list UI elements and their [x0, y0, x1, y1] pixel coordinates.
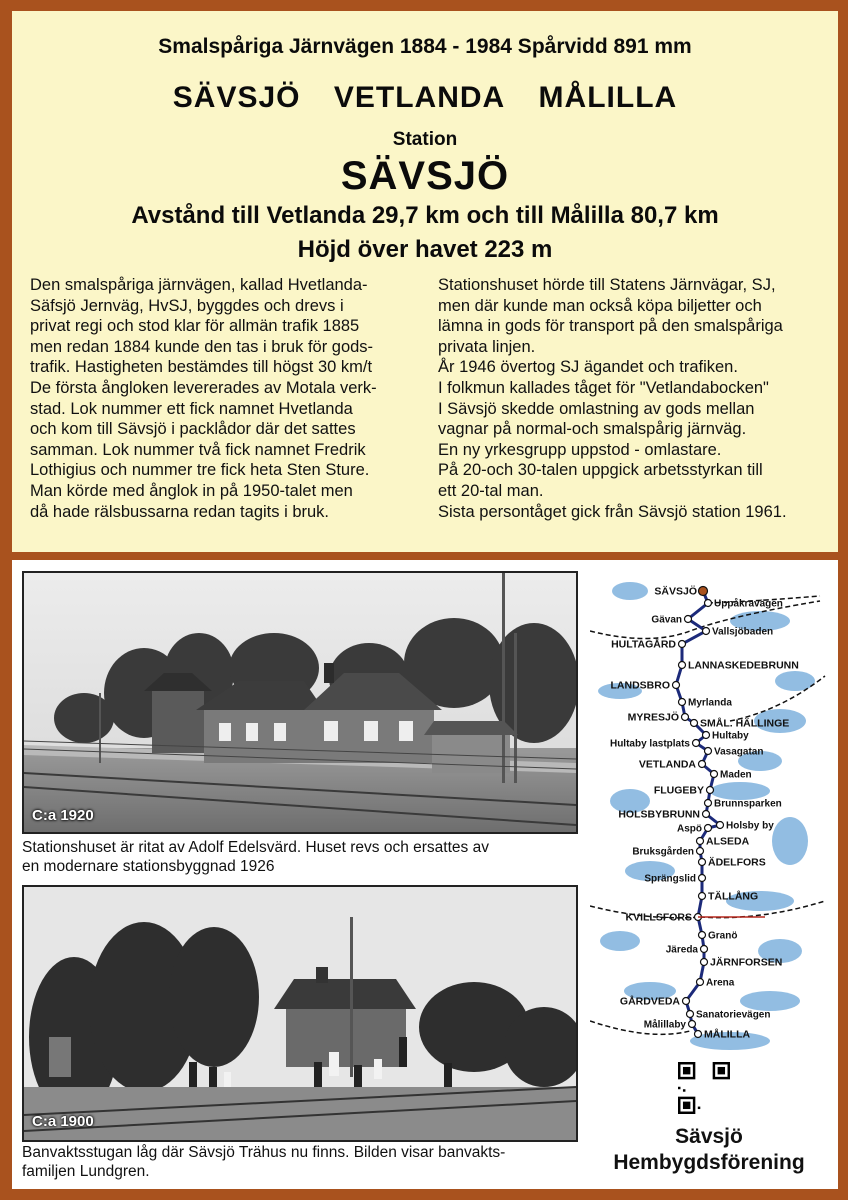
text-line: Den smalspåriga järnvägen, kallad Hvetlanda-: [30, 276, 368, 294]
station-marker: [695, 1031, 702, 1038]
station-label: Hultaby: [712, 730, 749, 742]
station-marker: [682, 714, 689, 721]
station-marker: [705, 825, 712, 832]
station-label: Järeda: [665, 944, 698, 956]
station-marker: [691, 720, 698, 727]
station-marker: [687, 1011, 694, 1018]
station-name: SÄVSJÖ: [340, 154, 510, 198]
station-label: Vallsjöbaden: [712, 626, 774, 638]
station-marker: [685, 616, 692, 623]
text-line: stad. Lok nummer ett fick namnet Hvetlanda: [30, 399, 353, 418]
lake-shape: [612, 582, 648, 600]
station-label: Bruksgården: [632, 846, 694, 858]
station-label: HOLSBYBRUNN: [618, 808, 700, 821]
text-line: En ny yrkesgrupp uppstod - omlastare.: [438, 440, 722, 459]
station-marker: [699, 859, 706, 866]
organization-name: [596, 1124, 822, 1176]
org-line-2: Hembygdsförening: [613, 1151, 805, 1174]
route-heading: [12, 81, 838, 115]
info-panel: [12, 11, 838, 552]
station-label: VETLANDA: [638, 758, 696, 771]
text-line: Lothigius och nummer tre fick heta Sten Sture.: [30, 461, 370, 480]
station-label: Sanatorievägen: [696, 1009, 771, 1021]
station-marker: [703, 732, 710, 739]
station-label: Gävan: [651, 614, 682, 626]
text-line: I folkmun kallades tåget för "Vetlandabocken": [438, 378, 769, 397]
station-label: LANDSBRO: [610, 679, 670, 692]
station-label: SMÅL. HÄLLINGE: [700, 717, 790, 730]
station-marker: [703, 628, 710, 635]
lake-shape: [775, 671, 815, 691]
station-marker: [697, 838, 704, 845]
lineman-cottage-photo: [22, 885, 578, 1142]
text-line: I Sävsjö skedde omlastning av gods mellan: [438, 399, 755, 418]
station-marker: [705, 748, 712, 755]
station-marker: [701, 946, 708, 953]
station-marker: [699, 875, 706, 882]
lake-shape: [710, 782, 770, 800]
text-line: samman. Lok nummer två fick namnet Fredrik: [30, 440, 366, 459]
text-line: vagnar på normal-och smalspårig järnväg.: [438, 420, 747, 439]
station-marker: [699, 893, 706, 900]
lake-shape: [772, 817, 808, 865]
text-line: men där kunde man också köpa biljetter och: [438, 296, 762, 315]
text-line: och kom till Sävsjö i packlådor där det sattes: [30, 420, 356, 439]
station-label: JÄRNFORSEN: [710, 956, 783, 969]
caption-line: en modernare stationsbyggnad 1926: [22, 858, 275, 875]
station-label: FLUGEBY: [653, 784, 704, 797]
text-line: privata linjen.: [438, 337, 536, 356]
org-line-1: Sävsjö: [675, 1125, 743, 1148]
station-marker: [679, 699, 686, 706]
photo2-caption: [22, 1143, 582, 1181]
station-label: Granö: [708, 930, 738, 942]
photo2-year-label: C:a 1900: [32, 1113, 94, 1130]
station-marker: [679, 641, 686, 648]
caption-line: familjen Lundgren.: [22, 1163, 150, 1180]
text-line: ett 20-tal man.: [438, 481, 544, 500]
station-marker: [689, 1021, 696, 1028]
station-marker: [699, 587, 708, 596]
text-line: År 1946 övertog SJ ägandet och trafiken.: [438, 358, 738, 377]
station-house-photo: [22, 571, 578, 834]
text-line: Sista persontåget gick från Sävsjö station 1961.: [438, 502, 787, 521]
station-label: Aspö: [677, 823, 702, 835]
station-marker: [683, 998, 690, 1005]
distance-line: Avstånd till Vetlanda 29,7 km och till Målilla 80,7 km: [131, 202, 719, 229]
text-line: trafik. Hastigheten bestämdes till högst 30 km/t: [30, 358, 373, 377]
station-label: ÄDELFORS: [708, 856, 766, 869]
route-map: [590, 571, 830, 1058]
altitude-line: Höjd över havet 223 m: [297, 236, 553, 263]
station-label: TÄLLÅNG: [708, 890, 759, 903]
station-marker: [693, 740, 700, 747]
station-label: Myrlanda: [688, 697, 732, 709]
qr-code[interactable]: [678, 1062, 730, 1114]
route-middle: VETLANDA: [333, 81, 506, 114]
text-line: Stationshuset hörde till Statens Järnvägar, SJ,: [438, 276, 776, 294]
station-label: LANNASKEDEBRUNN: [688, 659, 799, 672]
text-line: lämna in gods för transport på den smalspåriga: [438, 317, 783, 336]
station-label: Hultaby lastplats: [609, 738, 690, 750]
station-marker: [703, 811, 710, 818]
station-label: GÅRDVEDA: [619, 995, 680, 1008]
route-start: SÄVSJÖ: [172, 81, 301, 114]
station-marker: [705, 800, 712, 807]
station-label: Sprängslid: [644, 873, 696, 885]
station-label: Maden: [720, 769, 752, 781]
station-marker: [705, 600, 712, 607]
station-label: KVILLSFORS: [625, 911, 692, 924]
station-marker: [679, 662, 686, 669]
history-text-right: [438, 275, 838, 522]
history-text-left: [30, 275, 430, 522]
text-line: men redan 1884 kunde den tas i bruk för gods-: [30, 337, 374, 356]
station-label: Uppåkravägen: [714, 598, 783, 610]
station-marker: [699, 932, 706, 939]
qr-code-image: [678, 1062, 730, 1114]
lake-shape: [740, 991, 800, 1011]
railway-heading: Smalspåriga Järnvägen 1884 - 1984 Spårvidd 891 mm: [158, 35, 692, 58]
caption-line: Banvaktsstugan låg där Sävsjö Trähus nu finns. Bilden visar banvakts-: [22, 1144, 506, 1161]
station-label: HULTAGÅRD: [611, 638, 676, 651]
photo1-caption: [22, 838, 582, 876]
station-marker: [701, 959, 708, 966]
station-label: Vasagatan: [714, 746, 764, 758]
station-marker: [697, 979, 704, 986]
station-marker: [699, 761, 706, 768]
station-marker: [717, 822, 724, 829]
station-marker: [711, 771, 718, 778]
caption-line: Stationshuset är ritat av Adolf Edelsvärd. Huset revs och ersattes av: [22, 839, 489, 856]
station-marker: [673, 682, 680, 689]
text-line: privat regi och stod klar för allmän trafik 1885: [30, 317, 360, 336]
text-line: då hade rälsbussarna redan tagits i bruk.: [30, 502, 330, 521]
station-label: ALSEDA: [706, 835, 750, 848]
station-marker: [697, 848, 704, 855]
station-label: Station: [392, 129, 458, 150]
station-label: Arena: [706, 977, 735, 989]
text-line: De första ångloken levererades av Motala verk-: [30, 378, 377, 397]
station-marker: [707, 787, 714, 794]
text-line: På 20-och 30-talen uppgick arbetsstyrkan till: [438, 461, 763, 480]
photo1-year-label: C:a 1920: [32, 807, 94, 824]
station-label: Målillaby: [643, 1019, 686, 1031]
route-map-svg: [590, 571, 830, 1058]
text-line: Säfsjö Jernväg, HvSJ, byggdes och drevs i: [30, 296, 344, 315]
text-line: Man körde med ånglok in på 1950-talet men: [30, 481, 353, 500]
lake-shape: [600, 931, 640, 951]
station-label: Holsby by: [726, 820, 774, 832]
station-label: SÄVSJÖ: [654, 585, 697, 598]
station-label: Brunnsparken: [714, 798, 782, 810]
station-label: MYRESJÖ: [627, 711, 679, 724]
station-label: MÅLILLA: [704, 1028, 751, 1041]
route-end: MÅLILLA: [538, 81, 678, 114]
